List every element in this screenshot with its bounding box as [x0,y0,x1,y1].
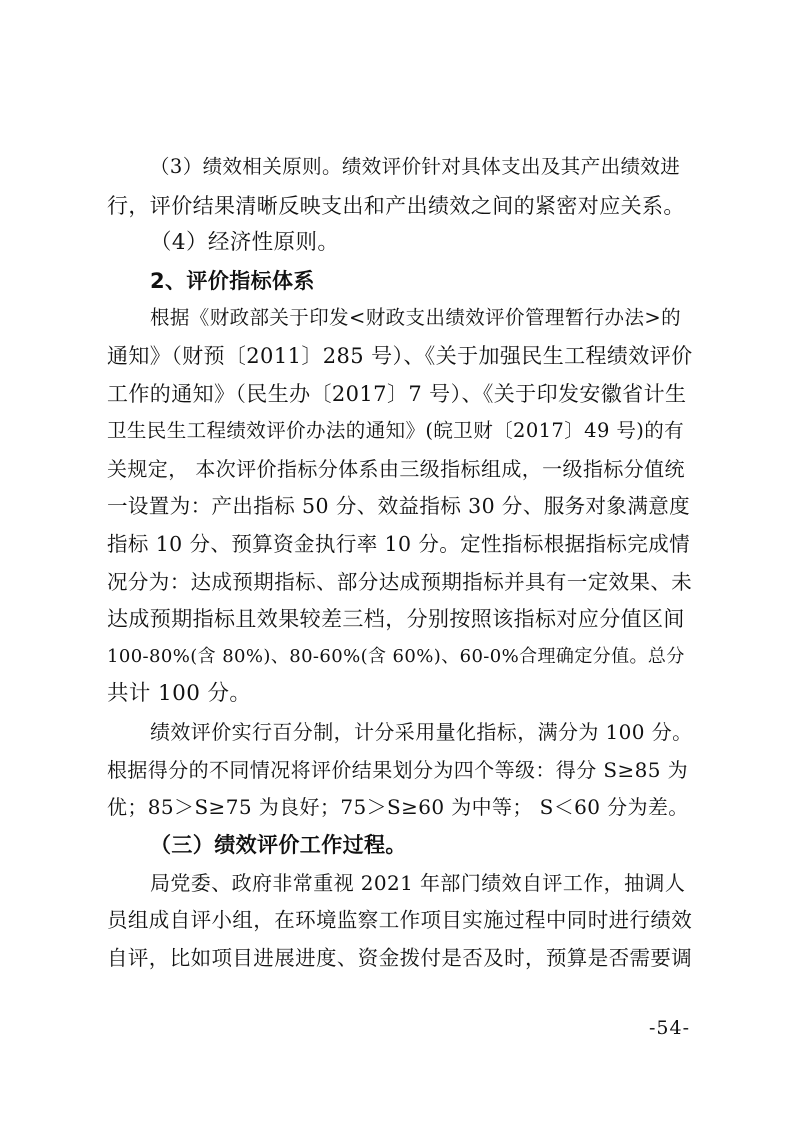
paragraph-line: 通知》（财预〔2011〕285 号）、《关于加强民生工程绩效评价 [107,344,693,368]
paragraph-line: 工作的通知》（民生办〔2017〕7 号）、《关于印发安徽省计生 [107,382,687,406]
paragraph-line: 行，评价结果清晰反映支出和产出绩效之间的紧密对应关系。 [107,194,685,218]
paragraph-line: 根据得分的不同情况将评价结果划分为四个等级：得分 S≥85 为 [107,758,689,782]
paragraph-line: 100-80%(含 80%)、80-60%(含 60%)、60-0%合理确定分值。总分 [107,646,685,667]
paragraph-line: 况分为：达成预期指标、部分达成预期指标并具有一定效果、未 [107,570,693,594]
paragraph-line: 一设置为：产出指标 50 分、效益指标 30 分、服务对象满意度 [107,494,691,518]
section-heading: 2、评价指标体系 [150,269,315,293]
paragraph-line: （4）经济性原则。 [150,230,340,255]
paragraph-line: 卫生民生工程绩效评价办法的通知》(皖卫财〔2017〕49 号)的有 [107,419,685,442]
paragraph-line: 局党委、政府非常重视 2021 年部门绩效自评工作，抽调人 [150,871,686,895]
paragraph-line: 共计 100 分。 [107,681,252,706]
paragraph-line: 优；85＞S≥75 为良好；75＞S≥60 为中等； S＜60 分为差。 [107,795,689,819]
paragraph-line: 根据《财政部关于印发<财政支出绩效评价管理暂行办法>的 [150,306,681,329]
paragraph-line: （3）绩效相关原则。绩效评价针对具体支出及其产出绩效进 [150,155,681,178]
paragraph-line: 指标 10 分、预算资金执行率 10 分。定性指标根据指标完成情 [107,532,691,556]
paragraph-line: 绩效评价实行百分制，计分采用量化指标，满分为 100 分。 [150,720,693,744]
section-heading: （三）绩效评价工作过程。 [150,833,407,857]
paragraph-line: 员组成自评小组，在环境监察工作项目实施过程中同时进行绩效 [107,908,693,932]
page-number: -54- [648,1017,690,1039]
paragraph-line: 达成预期指标且效果较差三档，分别按照该指标对应分值区间 [107,607,685,631]
paragraph-line: 关规定， 本次评价指标分体系由三级指标组成，一级指标分值统 [107,457,685,481]
paragraph-line: 自评，比如项目进展进度、资金拨付是否及时，预算是否需要调 [107,946,693,970]
